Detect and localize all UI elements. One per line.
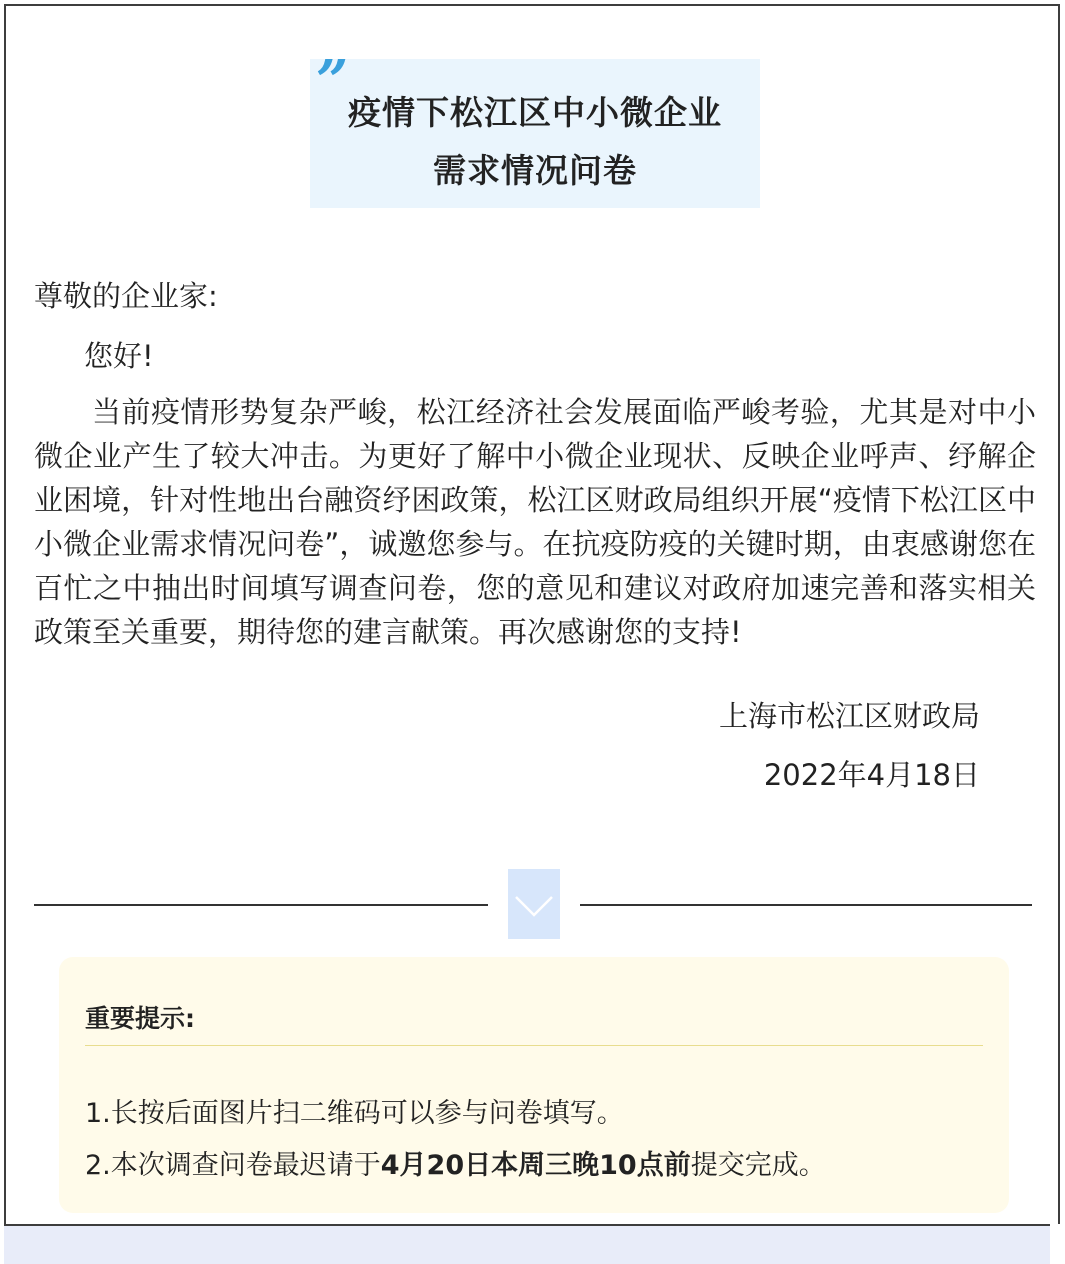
page-title-line-2: 需求情况问卷: [433, 151, 637, 190]
bottom-bar: [4, 1224, 1050, 1264]
title-block: [310, 48, 760, 208]
letter-body: 当前疫情形势复杂严峻，松江经济社会发展面临严峻考验，尤其是对中小微企业产生了较大冲击。为更好了解中小微企业现状、反映企业呼声、纾解企业困境，针对性地出台融资纾困政策，松江区财政局组织开展“疫情下松江区中小微企业需求情况问卷”，诚邀您参与。在抗疫防疫的关键时期，由衷感谢您在百忙之中抽出时间填写调查问卷，您的意见和建议对政府加速完善和落实相关政策至关重要，期待您的建言献策。再次感谢您的支持!: [34, 395, 1036, 649]
notice-item-2-suffix: 提交完成。: [690, 1150, 826, 1181]
notice-item-1: 1.长按后面图片扫二维码可以参与问卷填写。: [85, 1098, 624, 1129]
letter-date: 2022年4月18日: [763, 758, 980, 792]
notice-deadline: 4月20日本周三晚10点前: [380, 1150, 691, 1181]
notice-item-2-prefix: 2.本次调查问卷最迟请于: [85, 1150, 381, 1181]
notice-heading: 重要提示:: [85, 1004, 195, 1033]
document-page: [4, 4, 1060, 1224]
signature: 上海市松江区财政局: [718, 699, 980, 733]
divider-badge: [508, 869, 560, 939]
chevron-down-icon: [508, 869, 560, 939]
notice-divider: [85, 1045, 983, 1046]
notice-item-2: [85, 1143, 826, 1182]
divider-right: [580, 904, 1032, 906]
salutation: 尊敬的企业家:: [34, 279, 218, 313]
page-title-line-1: 疫情下松江区中小微企业: [348, 93, 722, 132]
greeting: 您好!: [84, 339, 154, 373]
quote-mark-icon: ”: [316, 48, 349, 114]
divider-left: [34, 904, 488, 906]
important-notice: [59, 957, 1009, 1213]
